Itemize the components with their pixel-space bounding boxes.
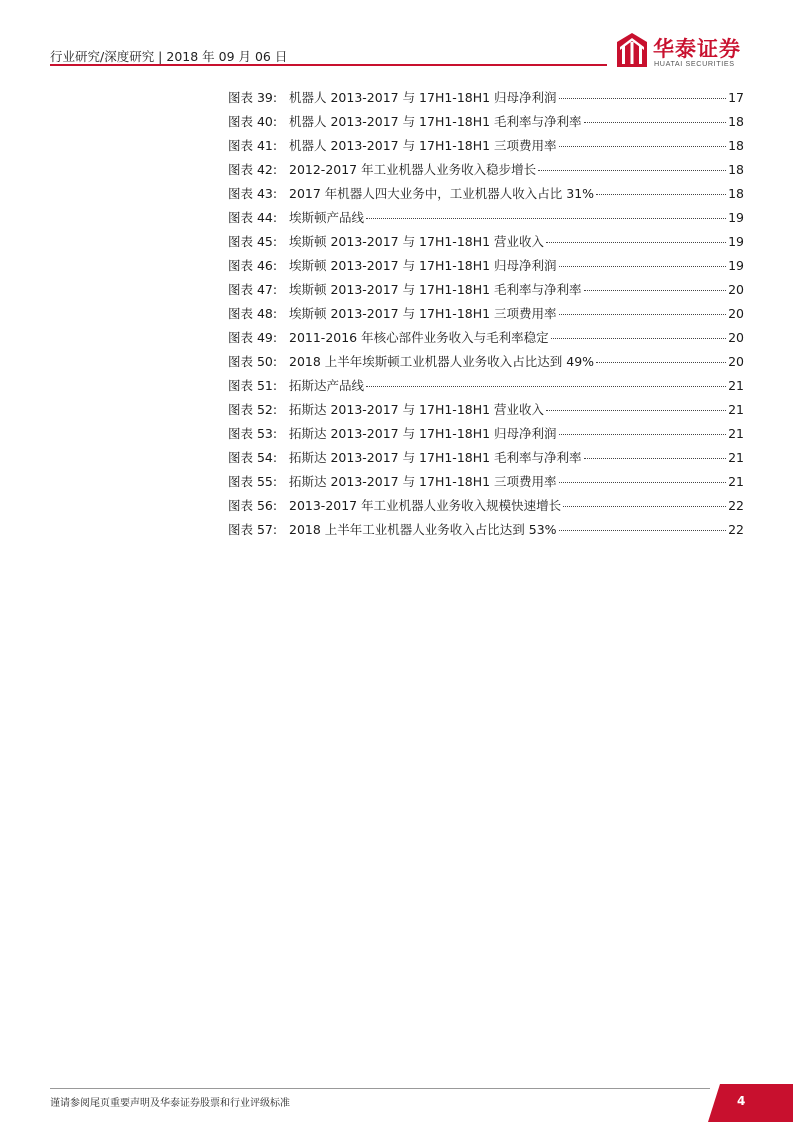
- toc-entry-page: 21: [728, 402, 744, 417]
- toc-entry[interactable]: [228, 448, 744, 472]
- toc-entry-label: 图表 52:: [228, 402, 278, 417]
- toc-dot-leader: [559, 146, 727, 147]
- toc-entry[interactable]: [228, 112, 744, 136]
- toc-dot-leader: [559, 266, 727, 267]
- toc-entry-title: 拓斯达 2013-2017 与 17H1-18H1 三项费用率: [289, 474, 557, 489]
- toc-entry-label: 图表 39:: [228, 90, 278, 105]
- toc-dot-leader: [366, 386, 726, 387]
- toc-dot-leader: [559, 434, 727, 435]
- page-number: 4: [737, 1094, 746, 1108]
- toc-entry-title: 拓斯达 2013-2017 与 17H1-18H1 归母净利润: [289, 426, 557, 441]
- toc-entry-title: 2013-2017 年工业机器人业务收入规模快速增长: [289, 498, 562, 513]
- toc-entry-title: 机器人 2013-2017 与 17H1-18H1 三项费用率: [289, 138, 557, 153]
- toc-entry[interactable]: [228, 280, 744, 304]
- toc-entry-title: 2018 上半年埃斯顿工业机器人业务收入占比达到 49%: [289, 354, 595, 369]
- toc-entry-title: 拓斯达 2013-2017 与 17H1-18H1 毛利率与净利率: [289, 450, 582, 465]
- footer-disclaimer: 谨请参阅尾页重要声明及华泰证券股票和行业评级标准: [50, 1098, 290, 1109]
- toc-dot-leader: [584, 290, 727, 291]
- toc-entry-label: 图表 43:: [228, 186, 278, 201]
- huatai-logo: [617, 33, 747, 69]
- toc-entry-title: 埃斯顿产品线: [289, 210, 365, 225]
- toc-dot-leader: [551, 338, 726, 339]
- toc-entry-label: 图表 40:: [228, 114, 278, 129]
- toc-entry-label: 图表 57:: [228, 522, 278, 537]
- toc-entry-label: 图表 46:: [228, 258, 278, 273]
- toc-entry-title: 2017 年机器人四大业务中，工业机器人收入占比 31%: [289, 186, 595, 201]
- toc-entry-page: 20: [728, 306, 744, 321]
- toc-entry-page: 20: [728, 330, 744, 345]
- toc-entry[interactable]: [228, 472, 744, 496]
- toc-entry[interactable]: [228, 256, 744, 280]
- toc-entry-label: 图表 55:: [228, 474, 278, 489]
- toc-entry-title: 拓斯达产品线: [289, 378, 365, 393]
- toc-entry-title: 埃斯顿 2013-2017 与 17H1-18H1 营业收入: [289, 234, 545, 249]
- toc-entry-page: 18: [728, 186, 744, 201]
- toc-entry[interactable]: [228, 352, 744, 376]
- toc-entry[interactable]: [228, 520, 744, 544]
- toc-entry-page: 19: [728, 234, 744, 249]
- toc-dot-leader: [584, 458, 727, 459]
- toc-entry[interactable]: [228, 424, 744, 448]
- toc-entry-title: 机器人 2013-2017 与 17H1-18H1 毛利率与净利率: [289, 114, 582, 129]
- toc-entry-page: 17: [728, 90, 744, 105]
- toc-dot-leader: [563, 506, 726, 507]
- toc-entry[interactable]: [228, 304, 744, 328]
- toc-dot-leader: [559, 98, 727, 99]
- toc-entry-label: 图表 41:: [228, 138, 278, 153]
- toc-entry-label: 图表 54:: [228, 450, 278, 465]
- toc-entry-page: 18: [728, 138, 744, 153]
- toc-entry-label: 图表 56:: [228, 498, 278, 513]
- toc-dot-leader: [596, 362, 726, 363]
- toc-dot-leader: [366, 218, 726, 219]
- header-divider: [50, 64, 607, 66]
- toc-entry-label: 图表 50:: [228, 354, 278, 369]
- figure-list: [228, 88, 744, 544]
- toc-entry[interactable]: [228, 232, 744, 256]
- toc-dot-leader: [559, 530, 727, 531]
- logo-chinese-name: 华泰证券: [653, 37, 741, 61]
- toc-entry-page: 22: [728, 498, 744, 513]
- toc-dot-leader: [546, 410, 726, 411]
- toc-dot-leader: [596, 194, 726, 195]
- toc-entry-page: 20: [728, 282, 744, 297]
- toc-entry[interactable]: [228, 88, 744, 112]
- toc-entry-label: 图表 48:: [228, 306, 278, 321]
- page-number-badge: [708, 1084, 793, 1122]
- toc-entry-page: 21: [728, 450, 744, 465]
- toc-entry-label: 图表 49:: [228, 330, 278, 345]
- toc-entry-title: 埃斯顿 2013-2017 与 17H1-18H1 三项费用率: [289, 306, 557, 321]
- toc-entry[interactable]: [228, 376, 744, 400]
- toc-entry-label: 图表 45:: [228, 234, 278, 249]
- toc-entry[interactable]: [228, 160, 744, 184]
- toc-entry-title: 拓斯达 2013-2017 与 17H1-18H1 营业收入: [289, 402, 545, 417]
- toc-entry-title: 2011-2016 年核心部件业务收入与毛利率稳定: [289, 330, 549, 345]
- toc-entry[interactable]: [228, 400, 744, 424]
- logo-english-name: HUATAI SECURITIES: [654, 59, 735, 68]
- toc-entry-page: 19: [728, 210, 744, 225]
- toc-entry[interactable]: [228, 496, 744, 520]
- toc-entry-page: 19: [728, 258, 744, 273]
- toc-entry-page: 22: [728, 522, 744, 537]
- footer-divider: [50, 1088, 710, 1089]
- toc-entry-label: 图表 47:: [228, 282, 278, 297]
- toc-entry-label: 图表 53:: [228, 426, 278, 441]
- header-breadcrumb: 行业研究/深度研究 | 2018 年 09 月 06 日: [50, 49, 288, 64]
- toc-dot-leader: [559, 482, 727, 483]
- toc-entry-page: 21: [728, 426, 744, 441]
- toc-dot-leader: [546, 242, 726, 243]
- toc-entry-title: 2018 上半年工业机器人业务收入占比达到 53%: [289, 522, 557, 537]
- huatai-logo-icon: [617, 33, 647, 67]
- toc-entry-page: 18: [728, 114, 744, 129]
- toc-entry-page: 18: [728, 162, 744, 177]
- toc-dot-leader: [584, 122, 727, 123]
- toc-entry-label: 图表 42:: [228, 162, 278, 177]
- toc-entry-label: 图表 51:: [228, 378, 278, 393]
- toc-entry-page: 21: [728, 378, 744, 393]
- toc-entry[interactable]: [228, 208, 744, 232]
- toc-entry-title: 2012-2017 年工业机器人业务收入稳步增长: [289, 162, 537, 177]
- toc-entry-title: 埃斯顿 2013-2017 与 17H1-18H1 毛利率与净利率: [289, 282, 582, 297]
- toc-entry-title: 机器人 2013-2017 与 17H1-18H1 归母净利润: [289, 90, 557, 105]
- toc-dot-leader: [538, 170, 726, 171]
- toc-entry[interactable]: [228, 328, 744, 352]
- toc-dot-leader: [559, 314, 727, 315]
- toc-entry-page: 20: [728, 354, 744, 369]
- toc-entry-label: 图表 44:: [228, 210, 278, 225]
- toc-entry-page: 21: [728, 474, 744, 489]
- toc-entry[interactable]: [228, 184, 744, 208]
- toc-entry-title: 埃斯顿 2013-2017 与 17H1-18H1 归母净利润: [289, 258, 557, 273]
- toc-entry[interactable]: [228, 136, 744, 160]
